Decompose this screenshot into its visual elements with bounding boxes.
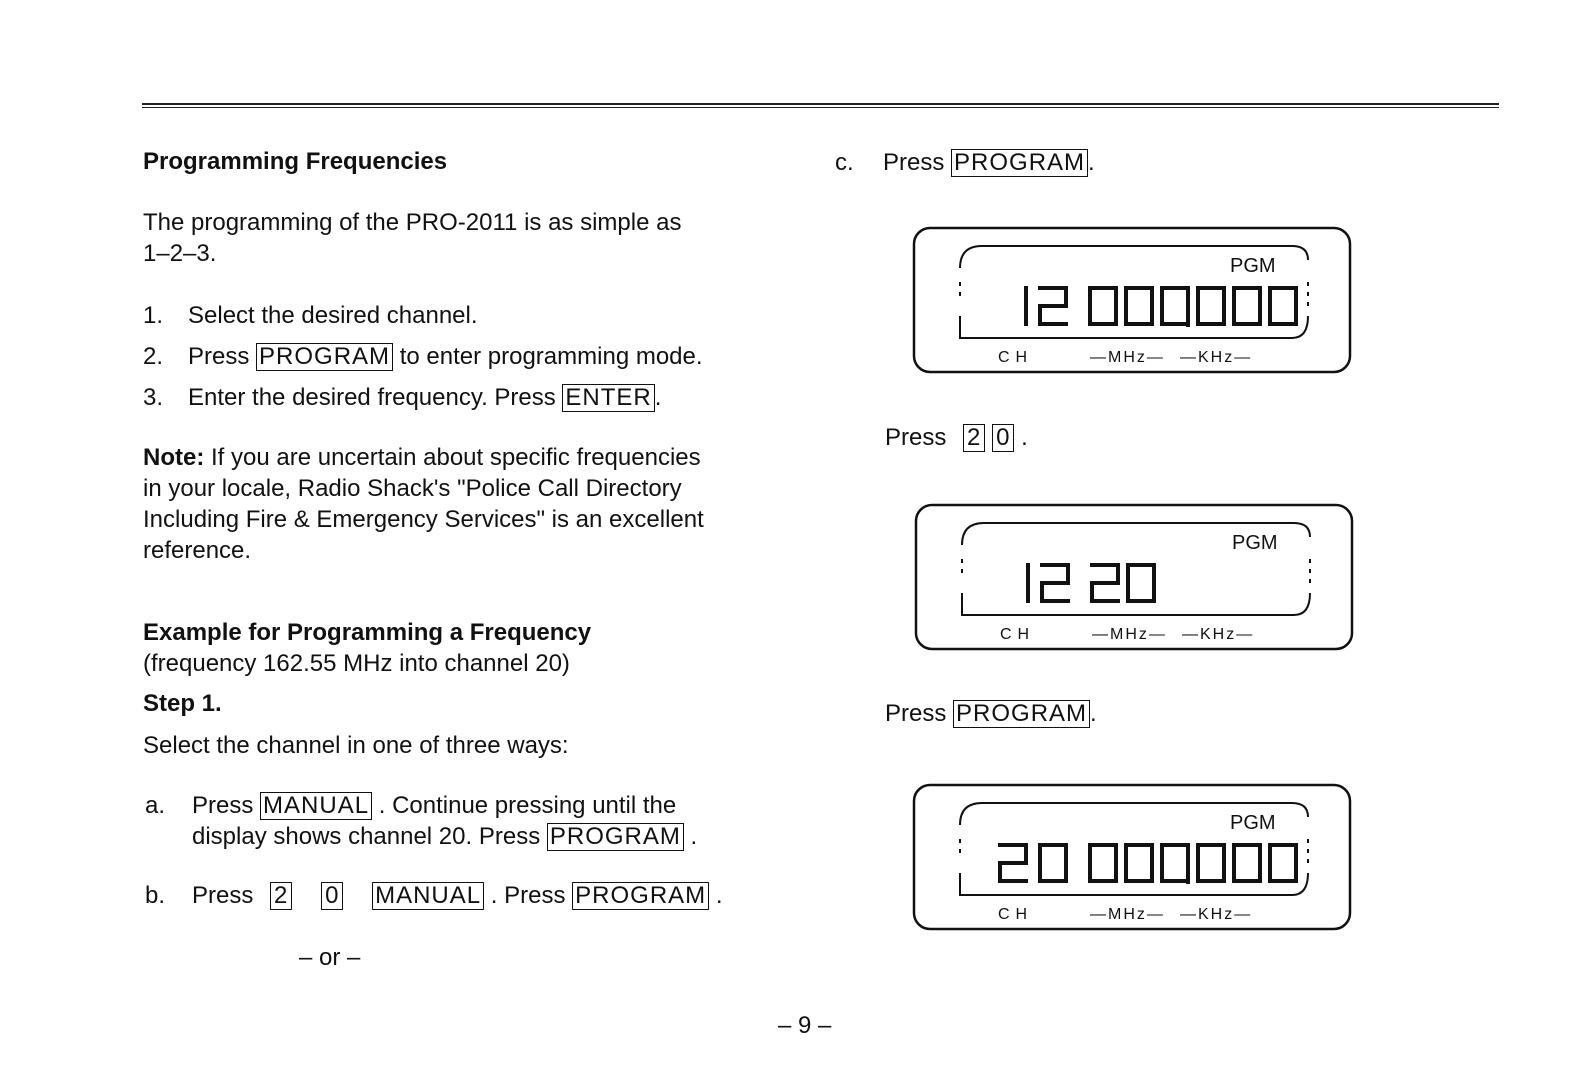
step-3 bbox=[143, 382, 661, 413]
lcd-frequency-digit bbox=[1270, 288, 1296, 324]
lcd-decimal-point bbox=[1186, 323, 1190, 327]
lcd-frequency-digit bbox=[1090, 845, 1116, 881]
lcd-decimal-point bbox=[1186, 880, 1190, 884]
lcd-mhz-label: —MHz— bbox=[1090, 349, 1165, 366]
way-text-post: . bbox=[690, 823, 698, 850]
lcd-window-bottom bbox=[962, 593, 1310, 615]
lcd-channel-digit bbox=[1042, 565, 1068, 601]
program-key: PROGRAM bbox=[547, 823, 684, 851]
way-text-post: . bbox=[1088, 149, 1095, 176]
lcd-frequency-digit bbox=[1270, 845, 1296, 881]
lcd-frequency-digit bbox=[1126, 845, 1152, 881]
instruction-text: Press bbox=[885, 424, 947, 451]
way-text: display shows channel 20. Press bbox=[192, 823, 541, 850]
lcd-channel-digit bbox=[1040, 288, 1066, 324]
lcd-frequency-digit bbox=[1234, 845, 1260, 881]
lcd-frequency-digit bbox=[1162, 845, 1188, 881]
intro-line-1: The programming of the PRO-2011 is as simple as bbox=[143, 209, 682, 236]
way-text: Press bbox=[192, 792, 254, 819]
lcd-svg bbox=[914, 503, 1354, 651]
way-b-line bbox=[145, 880, 723, 911]
lcd-ch-label: CH bbox=[998, 906, 1034, 923]
digit-2-key: 2 bbox=[270, 882, 292, 910]
note-line-4: reference. bbox=[143, 537, 252, 564]
lcd-display-3 bbox=[912, 783, 1352, 931]
lcd-frequency-digit bbox=[1126, 288, 1152, 324]
lcd-ch-label: CH bbox=[998, 349, 1034, 366]
lcd-frequency-digit bbox=[1092, 565, 1118, 601]
digit-2-key: 2 bbox=[963, 424, 985, 452]
step-2 bbox=[143, 341, 703, 372]
note-label: Note: bbox=[143, 444, 205, 471]
enter-key: ENTER bbox=[562, 384, 654, 412]
lcd-khz-label: —KHz— bbox=[1180, 349, 1253, 366]
note-line-2: in your locale, Radio Shack's "Police Call Directory bbox=[143, 475, 682, 502]
program-key: PROGRAM bbox=[572, 882, 709, 910]
top-rule-thin bbox=[142, 107, 1499, 108]
lcd-svg bbox=[912, 783, 1352, 931]
manual-key: MANUAL bbox=[260, 792, 372, 820]
top-rule bbox=[142, 103, 1499, 105]
way-a-line-2 bbox=[192, 821, 697, 852]
lcd-indicator-pgm: PGM bbox=[1232, 532, 1278, 554]
way-letter: a. bbox=[145, 792, 166, 819]
note-line-1 bbox=[143, 442, 701, 473]
lcd-frequency-digit bbox=[1234, 288, 1260, 324]
step-text-post: . bbox=[654, 384, 662, 411]
page-number: – 9 – bbox=[778, 1012, 832, 1039]
lcd-channel-digit bbox=[1040, 845, 1066, 881]
program-key: PROGRAM bbox=[951, 149, 1088, 177]
lcd-window-bottom bbox=[960, 316, 1308, 338]
press-2-0-line bbox=[885, 422, 1028, 453]
lcd-frequency-digit bbox=[1162, 288, 1188, 324]
way-c-line bbox=[835, 147, 1095, 178]
step-number: 3. bbox=[143, 384, 164, 411]
intro-line-2: 1–2–3. bbox=[143, 240, 217, 267]
lcd-frequency-digit bbox=[1090, 288, 1116, 324]
program-key: PROGRAM bbox=[953, 700, 1090, 728]
way-a-line-1 bbox=[145, 790, 676, 821]
instruction-text: Press bbox=[885, 700, 947, 727]
way-letter: c. bbox=[835, 149, 854, 176]
lcd-indicator-pgm: PGM bbox=[1230, 812, 1276, 834]
lcd-khz-label: —KHz— bbox=[1180, 906, 1253, 923]
example-heading: Example for Programming a Frequency bbox=[143, 619, 592, 646]
step1-text: Select the channel in one of three ways: bbox=[143, 732, 569, 759]
step-text-post: to enter programming mode. bbox=[399, 343, 703, 370]
lcd-mhz-label: —MHz— bbox=[1090, 906, 1165, 923]
example-subheading: (frequency 162.55 MHz into channel 20) bbox=[143, 650, 570, 677]
program-key: PROGRAM bbox=[256, 343, 393, 371]
section-heading: Programming Frequencies bbox=[143, 148, 448, 175]
lcd-frequency-digit bbox=[1198, 288, 1224, 324]
lcd-mhz-label: —MHz— bbox=[1092, 626, 1167, 643]
lcd-display-2 bbox=[914, 503, 1354, 651]
step-1 bbox=[143, 300, 478, 331]
lcd-window-bottom bbox=[960, 873, 1308, 895]
lcd-indicator-pgm: PGM bbox=[1230, 255, 1276, 277]
step-number: 1. bbox=[143, 302, 164, 329]
way-text: Press bbox=[192, 882, 254, 909]
instruction-post: . bbox=[1021, 424, 1028, 451]
lcd-khz-label: —KHz— bbox=[1182, 626, 1255, 643]
or-separator: – or – bbox=[299, 944, 361, 971]
lcd-ch-label: CH bbox=[1000, 626, 1036, 643]
lcd-frequency-digit bbox=[1198, 845, 1224, 881]
step-number: 2. bbox=[143, 343, 164, 370]
manual-key: MANUAL bbox=[372, 882, 484, 910]
way-text-post: . bbox=[715, 882, 723, 909]
way-text-post: . Continue pressing until the bbox=[378, 792, 677, 819]
note-text: If you are uncertain about specific frequencies bbox=[211, 444, 701, 471]
step1-heading: Step 1. bbox=[143, 690, 222, 717]
step-text: Press bbox=[188, 343, 250, 370]
press-program-line bbox=[885, 698, 1097, 729]
digit-0-key: 0 bbox=[992, 424, 1014, 452]
lcd-display-1 bbox=[912, 226, 1352, 374]
step-text: Enter the desired frequency. Press bbox=[188, 384, 556, 411]
note-line-3: Including Fire & Emergency Services" is an excellent bbox=[143, 506, 704, 533]
way-text: Press bbox=[883, 149, 945, 176]
lcd-frequency-digit bbox=[1128, 565, 1154, 601]
instruction-post: . bbox=[1090, 700, 1097, 727]
way-letter: b. bbox=[145, 882, 166, 909]
step-text: Select the desired channel. bbox=[188, 302, 478, 329]
lcd-channel-digit bbox=[1000, 845, 1026, 881]
digit-0-key: 0 bbox=[321, 882, 343, 910]
lcd-svg bbox=[912, 226, 1352, 374]
way-text-mid: . Press bbox=[490, 882, 566, 909]
